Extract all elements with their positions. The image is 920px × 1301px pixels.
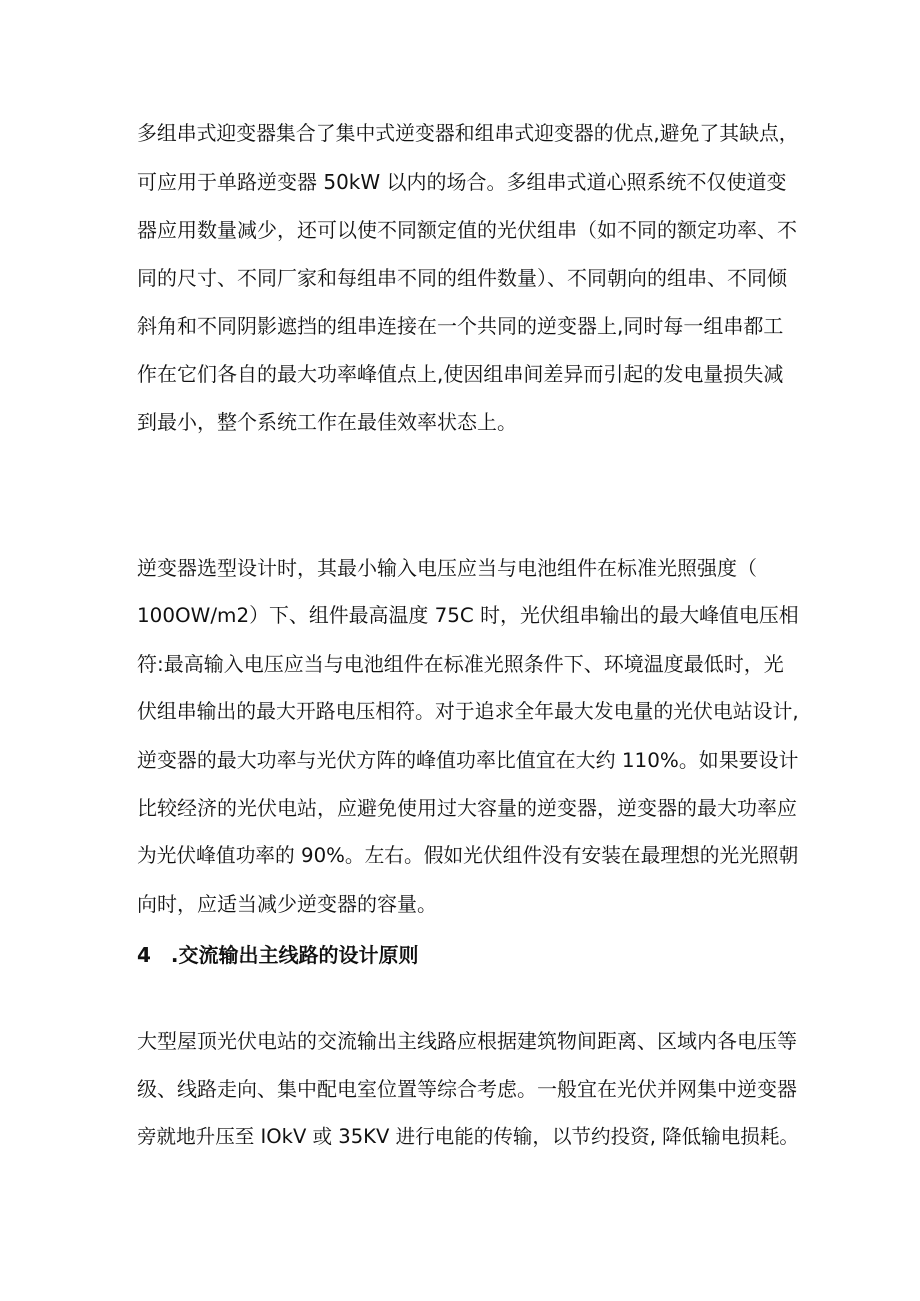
text-line: 器应用数量减少，还可以使不同额定值的光伏组串（如不同的额定功率、不 [137,218,797,242]
text-line: 符:最高输入电压应当与电池组件在标准光照条件下、环境温度最低时，光 [137,652,784,676]
text-line: 旁就地升压至 IOkV 或 35KV 进行电能的传输，以节约投资, 降低输电损耗。 [137,1125,799,1148]
text-line: 到最小，整个系统工作在最佳效率状态上。 [137,410,517,434]
text-line: 向时，应适当减少逆变器的容量。 [137,892,437,916]
section-heading [137,931,797,979]
text-line: 同的尺寸、不同厂家和每组串不同的组件数量）、不同朝向的组串、不同倾 [137,266,787,290]
text-line: 伏组串输出的最大开路电压相符。对于追求全年最大发电量的光伏电站设计, [137,700,799,723]
section-heading-text: 4 .交流输出主线路的设计原则 [137,943,419,967]
paragraph-inverter-selection [137,544,797,928]
text-line: 为光伏峰值功率的 90%。左右。假如光伏组件没有安装在最理想的光光照朝 [137,844,799,867]
text-line: 斜角和不同阴影遮挡的组串连接在一个共同的逆变器上,同时每一组串都工 [137,314,784,338]
text-line: 100OW/m2）下、组件最高温度 75C 时，光伏组串输出的最大峰值电压相 [137,604,799,627]
text-line: 可应用于单路逆变器 50kW 以内的场合。多组串式道心照系统不仅使道变 [137,170,787,194]
text-line: 级、线路走向、集中配电室位置等综合考虑。一般宜在光伏并网集中逆变器 [137,1077,797,1101]
text-line: 多组串式迎变器集合了集中式逆变器和组串式迎变器的优点,避免了其缺点， [137,122,799,145]
text-line: 大型屋顶光伏电站的交流输出主线路应根据建筑物间距离、区域内各电压等 [137,1029,797,1053]
text-line: 逆变器的最大功率与光伏方阵的峰值功率比值宜在大约 110%。如果要设计 [137,748,799,772]
text-line: 比较经济的光伏电站，应避免使用过大容量的逆变器，逆变器的最大功率应 [137,796,797,820]
paragraph-ac-output-line [137,1017,797,1161]
text-line: 逆变器选型设计时，其最小输入电压应当与电池组件在标准光照强度（ [137,556,757,580]
paragraph-multi-string-inverter [137,110,797,446]
text-line: 作在它们各自的最大功率峰值点上,使因组串间差异而引起的发电量损失减 [137,362,784,386]
